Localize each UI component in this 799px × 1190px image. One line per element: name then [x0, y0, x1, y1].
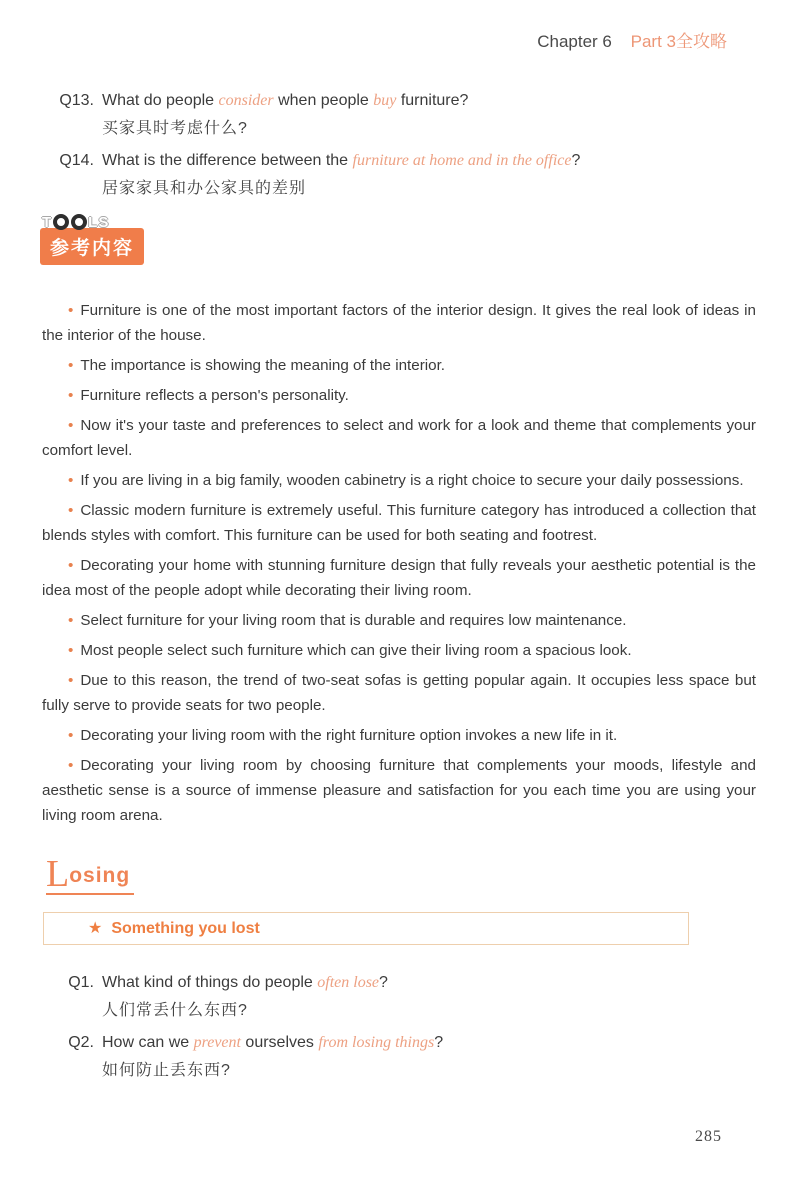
star-icon: ★ — [88, 920, 103, 937]
reference-point: • Decorating your living room by choosing furniture that complements your moods, lifestyle and aesthetic sense is a source of immense pleasure and satisfaction for you each time you are using your living room arena. — [42, 757, 756, 824]
bullet-icon: • — [68, 672, 74, 689]
question-translation: 买家具时考虑什么? — [102, 120, 248, 137]
question-text: ? — [434, 1034, 444, 1051]
reference-point: • If you are living in a big family, wooden cabinetry is a right choice to secure your daily possessions. — [68, 472, 744, 489]
losing-questions — [0, 972, 759, 1082]
question-translation: 人们常丢什么东西? — [102, 1002, 248, 1019]
reference-point: • Select furniture for your living room that is durable and requires low maintenance. — [68, 612, 627, 629]
question-label: Q14. — [59, 152, 94, 169]
keyword-emphasis: buy — [373, 92, 397, 109]
reference-badge-label: 参考内容 — [40, 228, 144, 265]
question-label: Q13. — [59, 92, 94, 109]
bullet-icon: • — [68, 557, 74, 574]
reference-point: • Now it's your taste and preferences to select and work for a look and theme that complements your comfort level. — [42, 417, 756, 459]
bullet-icon: • — [68, 727, 74, 744]
bullet-icon: • — [68, 642, 74, 659]
keyword-emphasis: consider — [218, 92, 274, 109]
keyword-emphasis: often lose — [317, 974, 380, 991]
question-text: How can we — [102, 1034, 194, 1051]
bullet-icon: • — [68, 302, 74, 319]
bullet-icon: • — [68, 472, 74, 489]
reference-content-list — [42, 298, 756, 828]
bullet-icon: • — [68, 757, 74, 774]
question-line — [0, 1032, 759, 1054]
reference-point: • Most people select such furniture which can give their living room a spacious look. — [68, 642, 632, 659]
question-line — [0, 972, 759, 994]
bullet-icon: • — [68, 357, 74, 374]
reference-point: • Furniture reflects a person's personality. — [68, 387, 349, 404]
question-text: when people — [273, 92, 374, 109]
bullet-icon: • — [68, 612, 74, 629]
question-translation: 如何防止丢东西? — [102, 1062, 231, 1079]
question-text: ourselves — [240, 1034, 319, 1051]
question-text: What is the difference between the — [102, 152, 353, 169]
tools-letter: L — [88, 214, 99, 231]
bullet-icon: • — [68, 417, 74, 434]
question-translation: 居家家具和办公家具的差别 — [102, 180, 307, 197]
keyword-emphasis: from losing things — [318, 1034, 435, 1051]
furniture-questions — [0, 90, 759, 200]
tools-tag — [42, 214, 109, 231]
page-number: 285 — [695, 1128, 722, 1145]
tools-o-circle-icon — [53, 214, 69, 230]
question-line — [0, 150, 759, 172]
page-header — [0, 0, 799, 52]
keyword-emphasis: prevent — [193, 1034, 241, 1051]
reference-point: • Classic modern furniture is extremely useful. This furniture category has introduced a collection that blends styles with comfort. This furniture can be used for both seating and footrest. — [42, 502, 756, 544]
question-label: Q2. — [68, 1034, 94, 1051]
keyword-emphasis: furniture at home and in the office — [352, 152, 572, 169]
question-line — [0, 90, 759, 112]
part-label: Part 3全攻略 — [630, 32, 727, 51]
losing-title-rest: osing — [69, 864, 131, 887]
question-text: furniture? — [396, 92, 469, 109]
bullet-icon: • — [68, 387, 74, 404]
question-text: What do people — [102, 92, 219, 109]
tools-o-circle-icon — [71, 214, 87, 230]
reference-point: • The importance is showing the meaning of the interior. — [68, 357, 446, 374]
reference-point: • Furniture is one of the most important factors of the interior design. It gives the real look of ideas in the interior of the house. — [42, 302, 756, 344]
chapter-label: Chapter 6 — [537, 32, 612, 51]
tools-letter: T — [42, 214, 53, 231]
reference-point: • Decorating your living room with the right furniture option invokes a new life in it. — [68, 727, 618, 744]
reference-point: • Decorating your home with stunning furniture design that fully reveals your aesthetic potential is the idea most of the people adopt while decorating their living room. — [42, 557, 756, 599]
reference-badge — [40, 214, 148, 266]
question-label: Q1. — [68, 974, 94, 991]
subtopic-box — [43, 912, 689, 945]
question-text: ? — [379, 974, 388, 991]
question-text: What kind of things do people — [102, 974, 318, 991]
tools-letter: S — [98, 214, 110, 231]
subtopic-label: Something you lost — [111, 920, 260, 937]
section-title-losing — [46, 853, 134, 895]
reference-point: • Due to this reason, the trend of two-seat sofas is getting popular again. It occupies less space but fully serve to provide seats for two people. — [42, 672, 756, 714]
question-text: ? — [571, 152, 581, 169]
bullet-icon: • — [68, 502, 74, 519]
losing-drop-cap: L — [46, 853, 70, 895]
